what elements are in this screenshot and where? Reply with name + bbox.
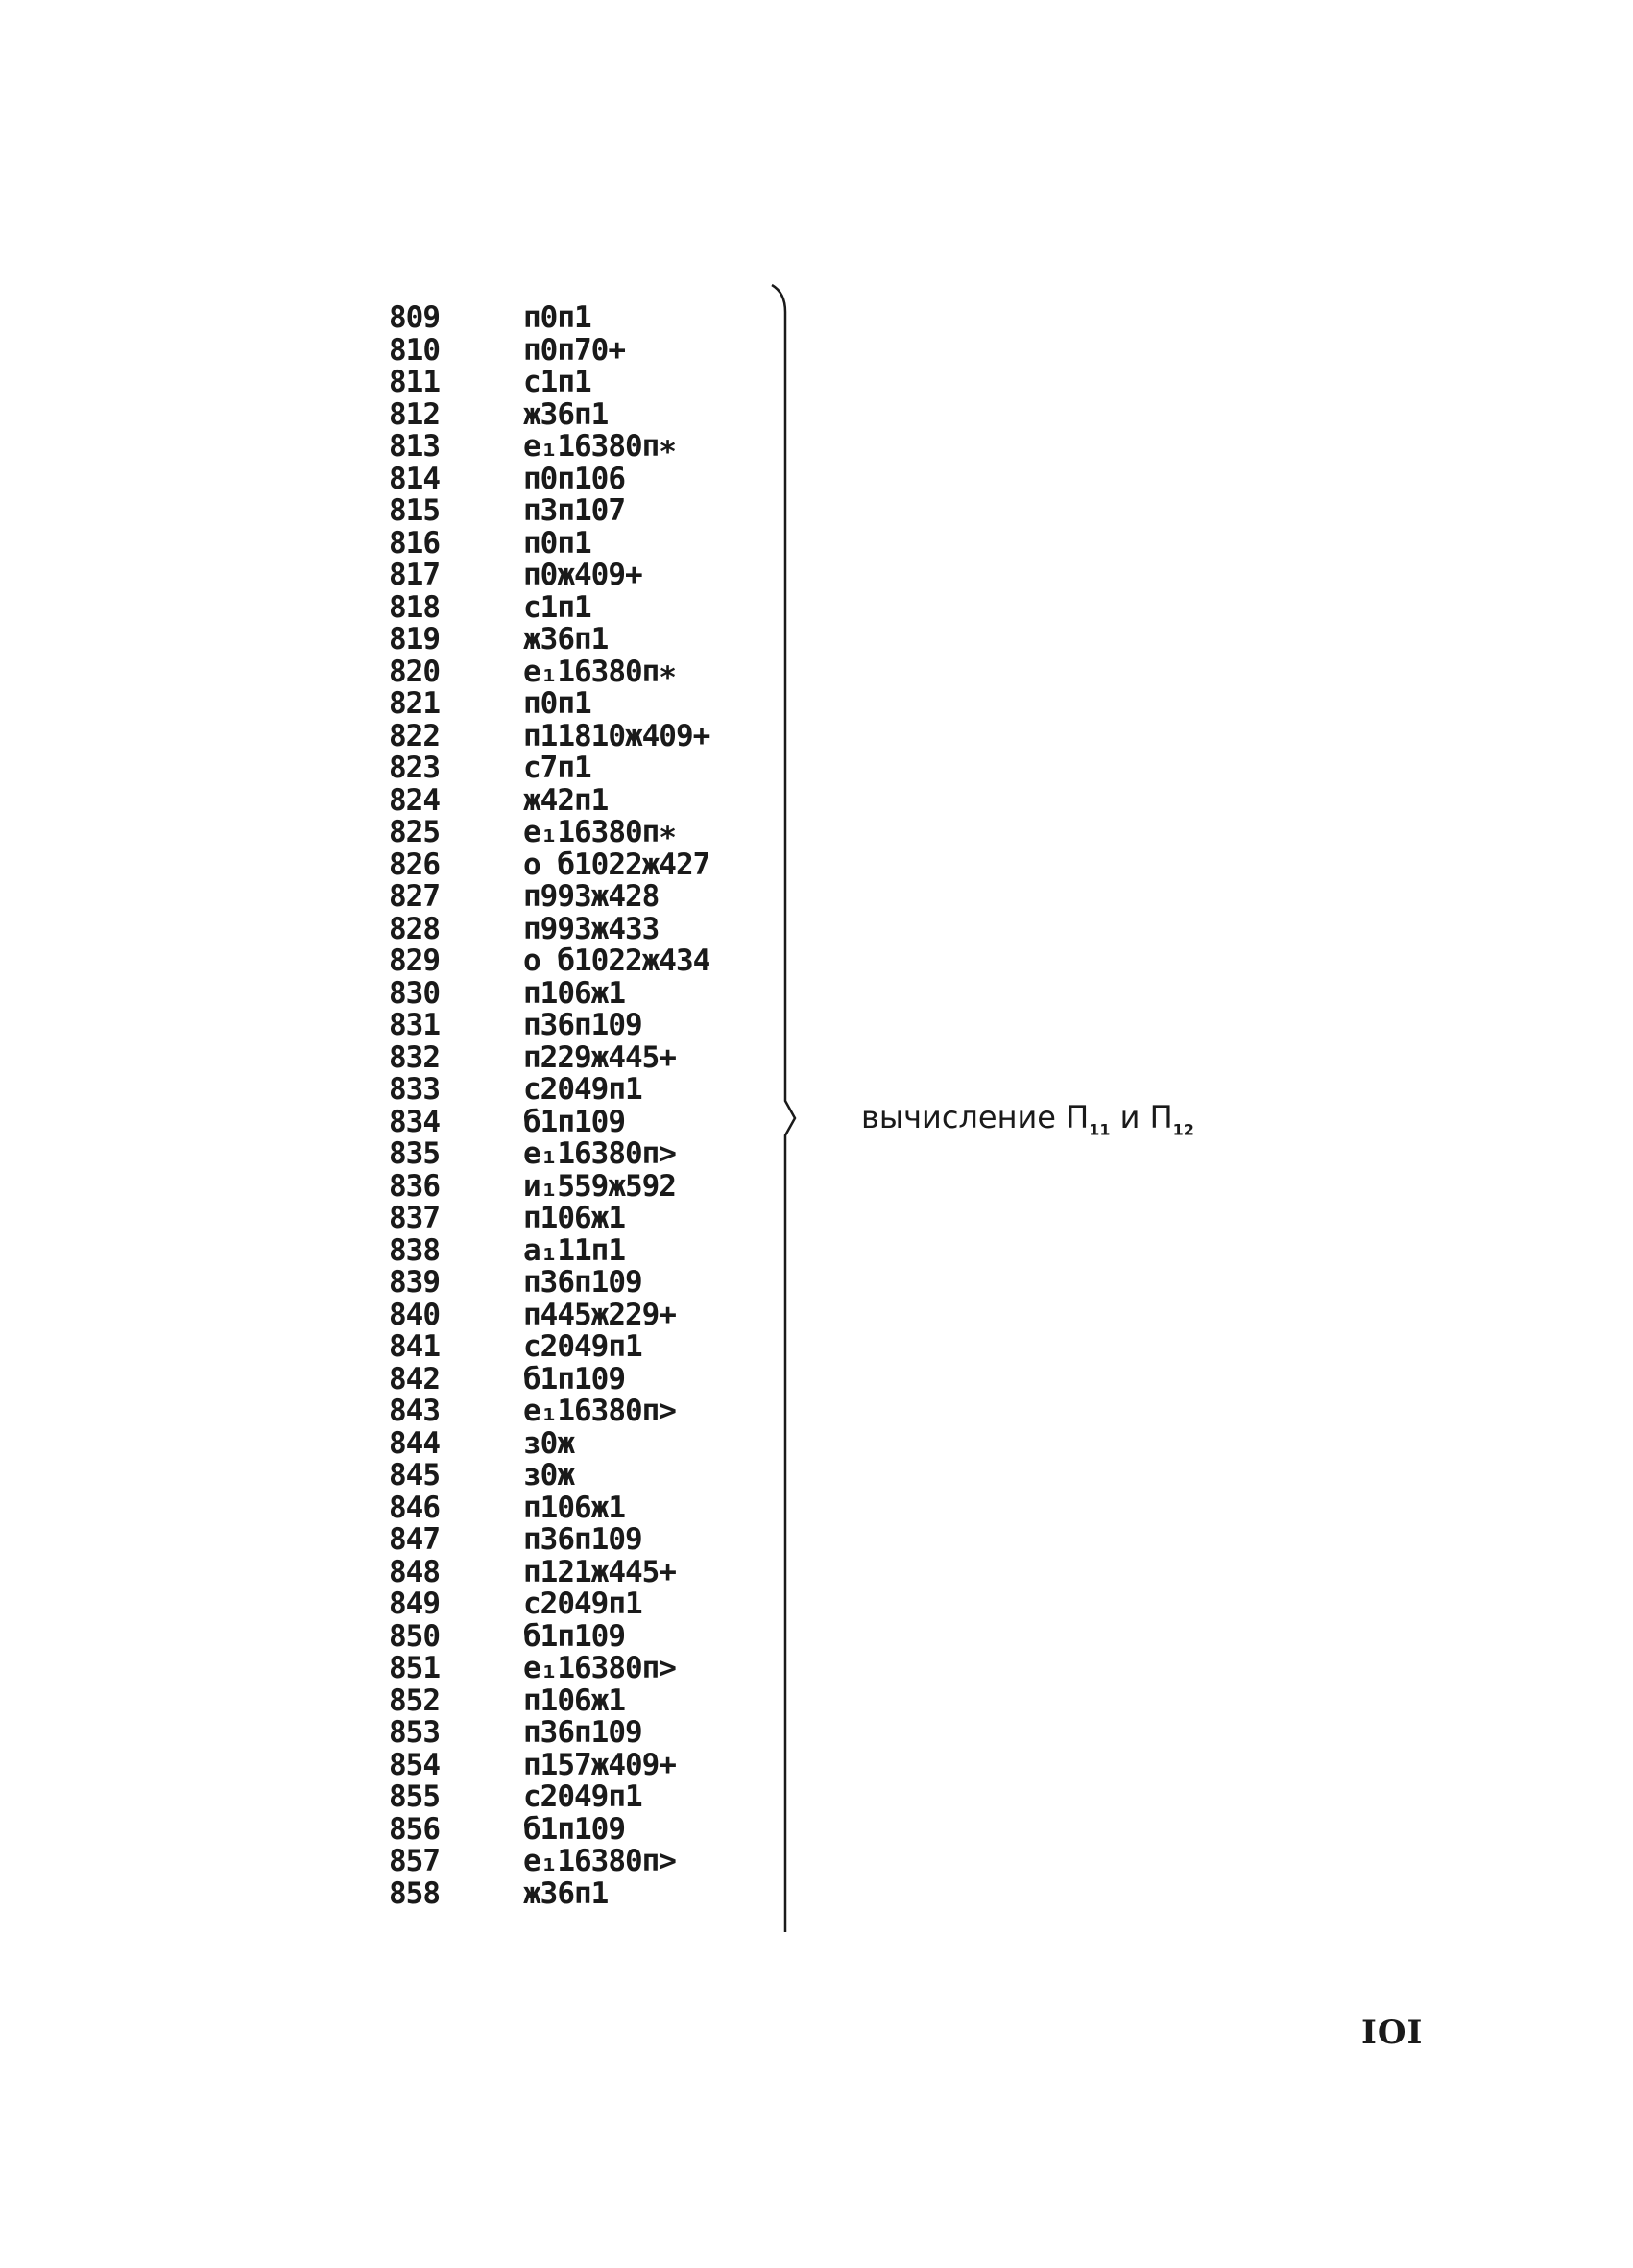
listing-row xyxy=(389,1846,792,1878)
line-code: е₁16380п> xyxy=(523,1136,676,1171)
line-code: е₁16380п> xyxy=(523,1394,676,1428)
line-address: 824 xyxy=(389,782,440,818)
line-address: 848 xyxy=(389,1554,440,1589)
listing-row xyxy=(389,1297,792,1332)
listing-row xyxy=(389,1168,792,1204)
listing-row xyxy=(389,461,792,496)
line-code: п229ж445+ xyxy=(523,1039,676,1075)
line-code: п121ж445+ xyxy=(523,1554,676,1589)
line-code: и₁559ж592 xyxy=(523,1168,676,1204)
line-address: 845 xyxy=(389,1458,440,1492)
line-address: 853 xyxy=(389,1715,440,1750)
line-address: 843 xyxy=(389,1394,440,1428)
line-code: п0п106 xyxy=(523,461,625,496)
line-address: 858 xyxy=(389,1875,440,1911)
listing-row xyxy=(389,1685,792,1718)
line-address: 822 xyxy=(389,718,440,753)
line-code: п0ж409+ xyxy=(523,558,642,592)
line-code: п36п109 xyxy=(523,1008,642,1042)
line-code: п106ж1 xyxy=(523,1490,625,1525)
line-address: 857 xyxy=(389,1844,440,1878)
listing-row xyxy=(389,525,792,561)
listing-row xyxy=(389,1039,792,1075)
listing-row xyxy=(389,1104,792,1139)
line-code: б1п109 xyxy=(523,1361,625,1397)
listing-row xyxy=(389,1074,792,1107)
line-code: о б1022ж427 xyxy=(523,847,710,882)
line-code: п36п109 xyxy=(523,1265,642,1300)
line-address: 812 xyxy=(389,396,440,432)
line-address: 852 xyxy=(389,1683,440,1718)
line-code: п0п1 xyxy=(523,525,591,561)
line-address: 847 xyxy=(389,1522,440,1557)
line-address: 815 xyxy=(389,493,440,528)
comment-text: вычисление xyxy=(861,1099,1056,1135)
listing-row xyxy=(389,1396,792,1428)
listing-row xyxy=(389,1653,792,1685)
line-address: 813 xyxy=(389,429,440,464)
line-address: 820 xyxy=(389,654,440,689)
code-listing xyxy=(389,302,792,1910)
brace-comment xyxy=(861,1099,1194,1138)
comment-conjunction: и xyxy=(1119,1099,1141,1135)
line-address: 840 xyxy=(389,1297,440,1332)
listing-row xyxy=(389,1781,792,1814)
line-code: б1п109 xyxy=(523,1618,625,1654)
line-address: 827 xyxy=(389,879,440,914)
listing-row xyxy=(389,367,792,399)
line-address: 851 xyxy=(389,1651,440,1685)
line-code: е₁16380п> xyxy=(523,1844,676,1878)
listing-row xyxy=(389,1425,792,1461)
line-address: 856 xyxy=(389,1811,440,1847)
line-code: п11810ж409+ xyxy=(523,718,710,753)
listing-row xyxy=(389,1010,792,1042)
line-code: о б1022ж434 xyxy=(523,943,710,978)
line-address: 823 xyxy=(389,751,440,785)
line-code: п0п1 xyxy=(523,300,591,335)
line-code: з0ж xyxy=(523,1458,574,1492)
listing-row xyxy=(389,1331,792,1364)
listing-row xyxy=(389,1492,792,1525)
line-address: 842 xyxy=(389,1361,440,1397)
line-address: 829 xyxy=(389,943,440,978)
curly-brace xyxy=(768,283,801,1934)
listing-row xyxy=(389,1811,792,1847)
line-code: п0п70+ xyxy=(523,332,625,368)
listing-row xyxy=(389,782,792,818)
pi-subscript-1: 11 xyxy=(1089,1120,1111,1139)
line-address: 810 xyxy=(389,332,440,368)
listing-row xyxy=(389,1618,792,1654)
line-code: с1п1 xyxy=(523,365,591,399)
line-code: п36п109 xyxy=(523,1522,642,1557)
line-code: ж42п1 xyxy=(523,782,609,818)
listing-row xyxy=(389,1747,792,1782)
listing-row xyxy=(389,1361,792,1397)
line-address: 833 xyxy=(389,1072,440,1107)
line-address: 835 xyxy=(389,1136,440,1171)
line-code: с7п1 xyxy=(523,751,591,785)
listing-row xyxy=(389,495,792,528)
line-address: 837 xyxy=(389,1201,440,1235)
line-code: п993ж428 xyxy=(523,879,660,914)
line-code: ж36п1 xyxy=(523,396,609,432)
line-address: 818 xyxy=(389,589,440,625)
line-code: с2049п1 xyxy=(523,1329,642,1364)
line-code: п0п1 xyxy=(523,686,591,721)
listing-row xyxy=(389,302,792,335)
line-code: с2049п1 xyxy=(523,1779,642,1814)
line-code: е₁16380п∗ xyxy=(523,654,676,689)
line-code: п445ж229+ xyxy=(523,1297,676,1332)
line-address: 834 xyxy=(389,1104,440,1139)
line-code: с1п1 xyxy=(523,589,591,625)
line-address: 811 xyxy=(389,365,440,399)
listing-row xyxy=(389,911,792,946)
line-address: 855 xyxy=(389,1779,440,1814)
line-code: п993ж433 xyxy=(523,911,660,946)
line-code: с2049п1 xyxy=(523,1587,642,1621)
listing-row xyxy=(389,1138,792,1171)
line-address: 849 xyxy=(389,1587,440,1621)
listing-row xyxy=(389,1203,792,1235)
listing-row xyxy=(389,1554,792,1589)
listing-row xyxy=(389,1460,792,1492)
listing-row xyxy=(389,1717,792,1750)
line-address: 817 xyxy=(389,558,440,592)
listing-row xyxy=(389,718,792,753)
line-address: 809 xyxy=(389,300,440,335)
listing-row xyxy=(389,817,792,849)
pi-symbol-1: П xyxy=(1066,1099,1090,1135)
line-address: 839 xyxy=(389,1265,440,1300)
listing-row xyxy=(389,1267,792,1300)
page-number: IOI xyxy=(1361,2014,1424,2052)
line-code: ж36п1 xyxy=(523,622,609,657)
line-code: з0ж xyxy=(523,1425,574,1461)
listing-row xyxy=(389,975,792,1011)
line-address: 814 xyxy=(389,461,440,496)
pi-symbol-2: П xyxy=(1149,1099,1173,1135)
listing-row xyxy=(389,396,792,432)
line-address: 819 xyxy=(389,622,440,657)
line-code: ж36п1 xyxy=(523,1875,609,1911)
line-address: 846 xyxy=(389,1490,440,1525)
listing-row xyxy=(389,332,792,368)
listing-row xyxy=(389,560,792,592)
listing-row xyxy=(389,1875,792,1911)
line-address: 816 xyxy=(389,525,440,561)
line-code: с2049п1 xyxy=(523,1072,642,1107)
line-code: е₁16380п∗ xyxy=(523,815,676,849)
listing-row xyxy=(389,849,792,882)
line-address: 844 xyxy=(389,1425,440,1461)
line-code: б1п109 xyxy=(523,1811,625,1847)
line-address: 854 xyxy=(389,1747,440,1782)
line-address: 836 xyxy=(389,1168,440,1204)
line-address: 826 xyxy=(389,847,440,882)
pi-subscript-2: 12 xyxy=(1172,1120,1194,1139)
line-code: е₁16380п> xyxy=(523,1651,676,1685)
line-code: е₁16380п∗ xyxy=(523,429,676,464)
line-address: 850 xyxy=(389,1618,440,1654)
line-address: 841 xyxy=(389,1329,440,1364)
line-code: п36п109 xyxy=(523,1715,642,1750)
line-address: 838 xyxy=(389,1232,440,1268)
listing-row xyxy=(389,688,792,721)
listing-row xyxy=(389,624,792,657)
line-address: 825 xyxy=(389,815,440,849)
listing-row xyxy=(389,1232,792,1268)
line-address: 832 xyxy=(389,1039,440,1075)
line-code: п106ж1 xyxy=(523,975,625,1011)
line-address: 831 xyxy=(389,1008,440,1042)
line-address: 830 xyxy=(389,975,440,1011)
listing-row xyxy=(389,881,792,914)
listing-row xyxy=(389,589,792,625)
listing-row xyxy=(389,1524,792,1557)
listing-row xyxy=(389,654,792,689)
line-code: п3п107 xyxy=(523,493,625,528)
listing-row xyxy=(389,752,792,785)
listing-row xyxy=(389,1588,792,1621)
line-code: а₁11п1 xyxy=(523,1232,625,1268)
line-address: 821 xyxy=(389,686,440,721)
line-code: б1п109 xyxy=(523,1104,625,1139)
line-code: п106ж1 xyxy=(523,1683,625,1718)
line-code: п106ж1 xyxy=(523,1201,625,1235)
line-code: п157ж409+ xyxy=(523,1747,676,1782)
listing-row xyxy=(389,431,792,464)
line-address: 828 xyxy=(389,911,440,946)
listing-row xyxy=(389,945,792,978)
